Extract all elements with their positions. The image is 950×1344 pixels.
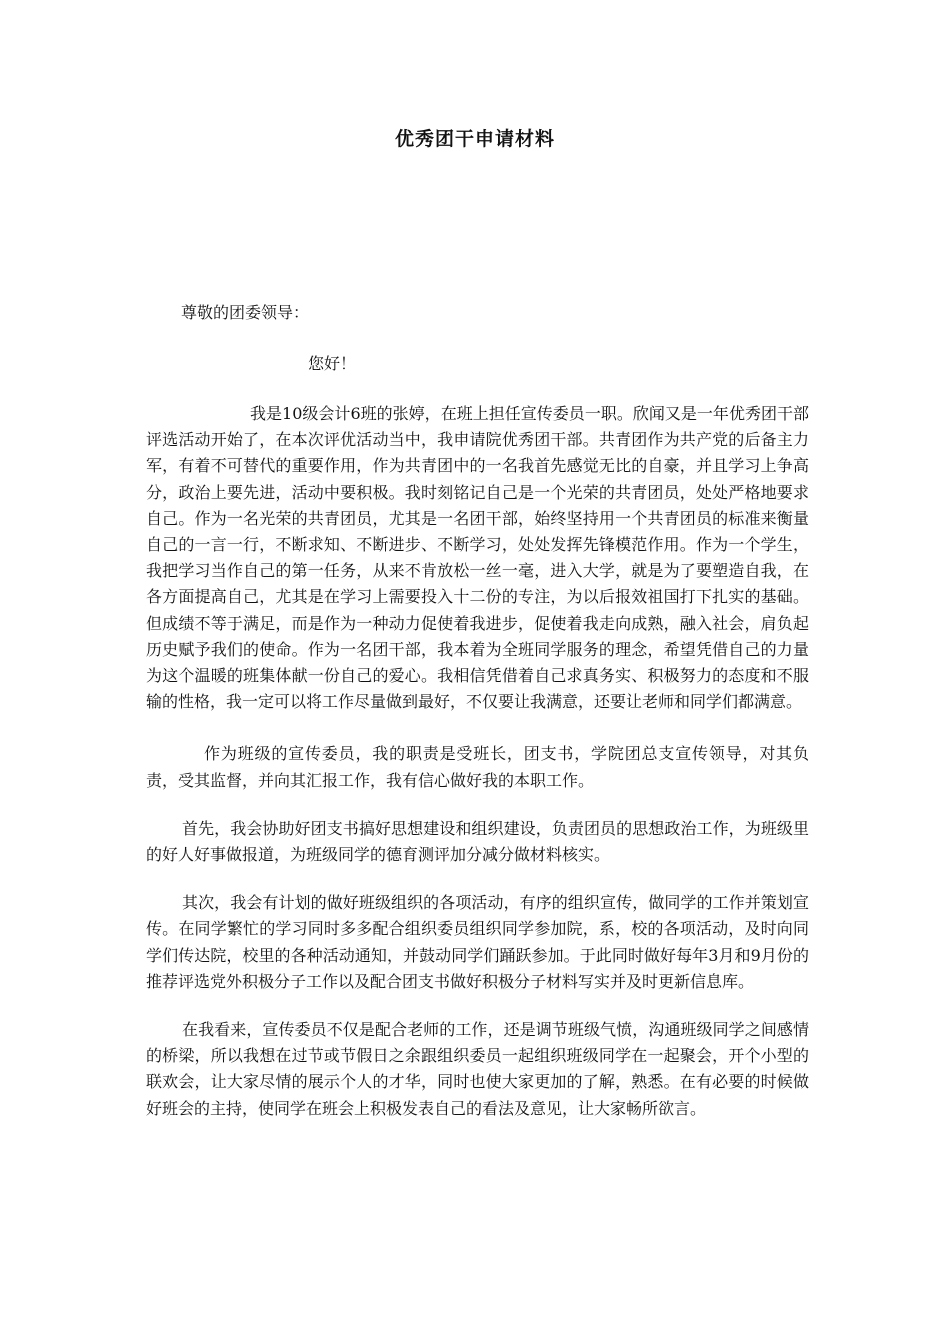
- greeting: 您好！: [308, 354, 357, 373]
- salutation: 尊敬的团委领导：: [181, 303, 310, 322]
- body-paragraph-second: 其次，我会有计划的做好班级组织的各项活动，有序的组织宣传，做同学的工作并策划宣传。在同学繁忙的学习同时多多配合组织委员组织同学参加院，系，校的各项活动，及时向同学们传达院，校里的各种活动通知，并鼓动同学们踊跃参加。于此同时做好每年3月和9月份的推荐评选党外积极分子工作以及配合团支书做好积极分子材料写实并及时更新信息库。: [146, 893, 809, 991]
- body-paragraph-intro: 我是10级会计6班的张婷，在班上担任宣传委员一职。欣闻又是一年优秀团干部评选活动开始了，在本次评优活动当中，我申请院优秀团干部。共青团作为共产党的后备主力军，有着不可替代的重要作用，作为共青团中的一名我首先感觉无比的自豪，并且学习上争高分，政治上要先进，活动中要积极。我时刻铭记自己是一个光荣的共青团员，处处严格地要求自己。作为一名光荣的共青团员，尤其是一名团干部，始终坚持用一个共青团员的标准来衡量自己的一言一行，不断求知、不断进步、不断学习，处处发挥先锋模范作用。作为一个学生，我把学习当作自己的第一任务，从来不肯放松一丝一毫，进入大学，就是为了要塑造自我，在各方面提高自己，尤其是在学习上需要投入十二份的专注，为以后报效祖国打下扎实的基础。但成绩不等于满足，而是作为一种动力促使着我进步，促使着我走向成熟，融入社会，肩负起历史赋予我们的使命。作为一名团干部，我本着为全班同学服务的理念，希望凭借自己的力量为这个温暖的班集体献一份自己的爱心。我相信凭借着自己求真务实、积极努力的态度和不服输的性格，我一定可以将工作尽量做到最好，不仅要让我满意，还要让老师和同学们都满意。: [146, 404, 809, 712]
- body-paragraph-duties: 作为班级的宣传委员，我的职责是受班长，团支书，学院团总支宣传领导，对其负责，受其监督，并向其汇报工作，我有信心做好我的本职工作。: [146, 744, 809, 790]
- body-paragraph-first: 首先，我会协助好团支书搞好思想建设和组织建设，负责团员的思想政治工作，为班级里的好人好事做报道，为班级同学的德育测评加分减分做材料核实。: [146, 818, 809, 865]
- body-paragraph-view: 在我看来，宣传委员不仅是配合老师的工作，还是调节班级气愤，沟通班级同学之间感情的桥梁，所以我想在过节或节假日之余跟组织委员一起组织班级同学在一起聚会，开个小型的联欢会，让大家尽情的展示个人的才华，同时也使大家更加的了解，熟悉。在有必要的时候做好班会的主持，使同学在班会上积极发表自己的看法及意见，让大家畅所欲言。: [146, 1020, 809, 1118]
- document-body: [146, 401, 809, 1144]
- document-title: 优秀团干申请材料: [394, 128, 555, 150]
